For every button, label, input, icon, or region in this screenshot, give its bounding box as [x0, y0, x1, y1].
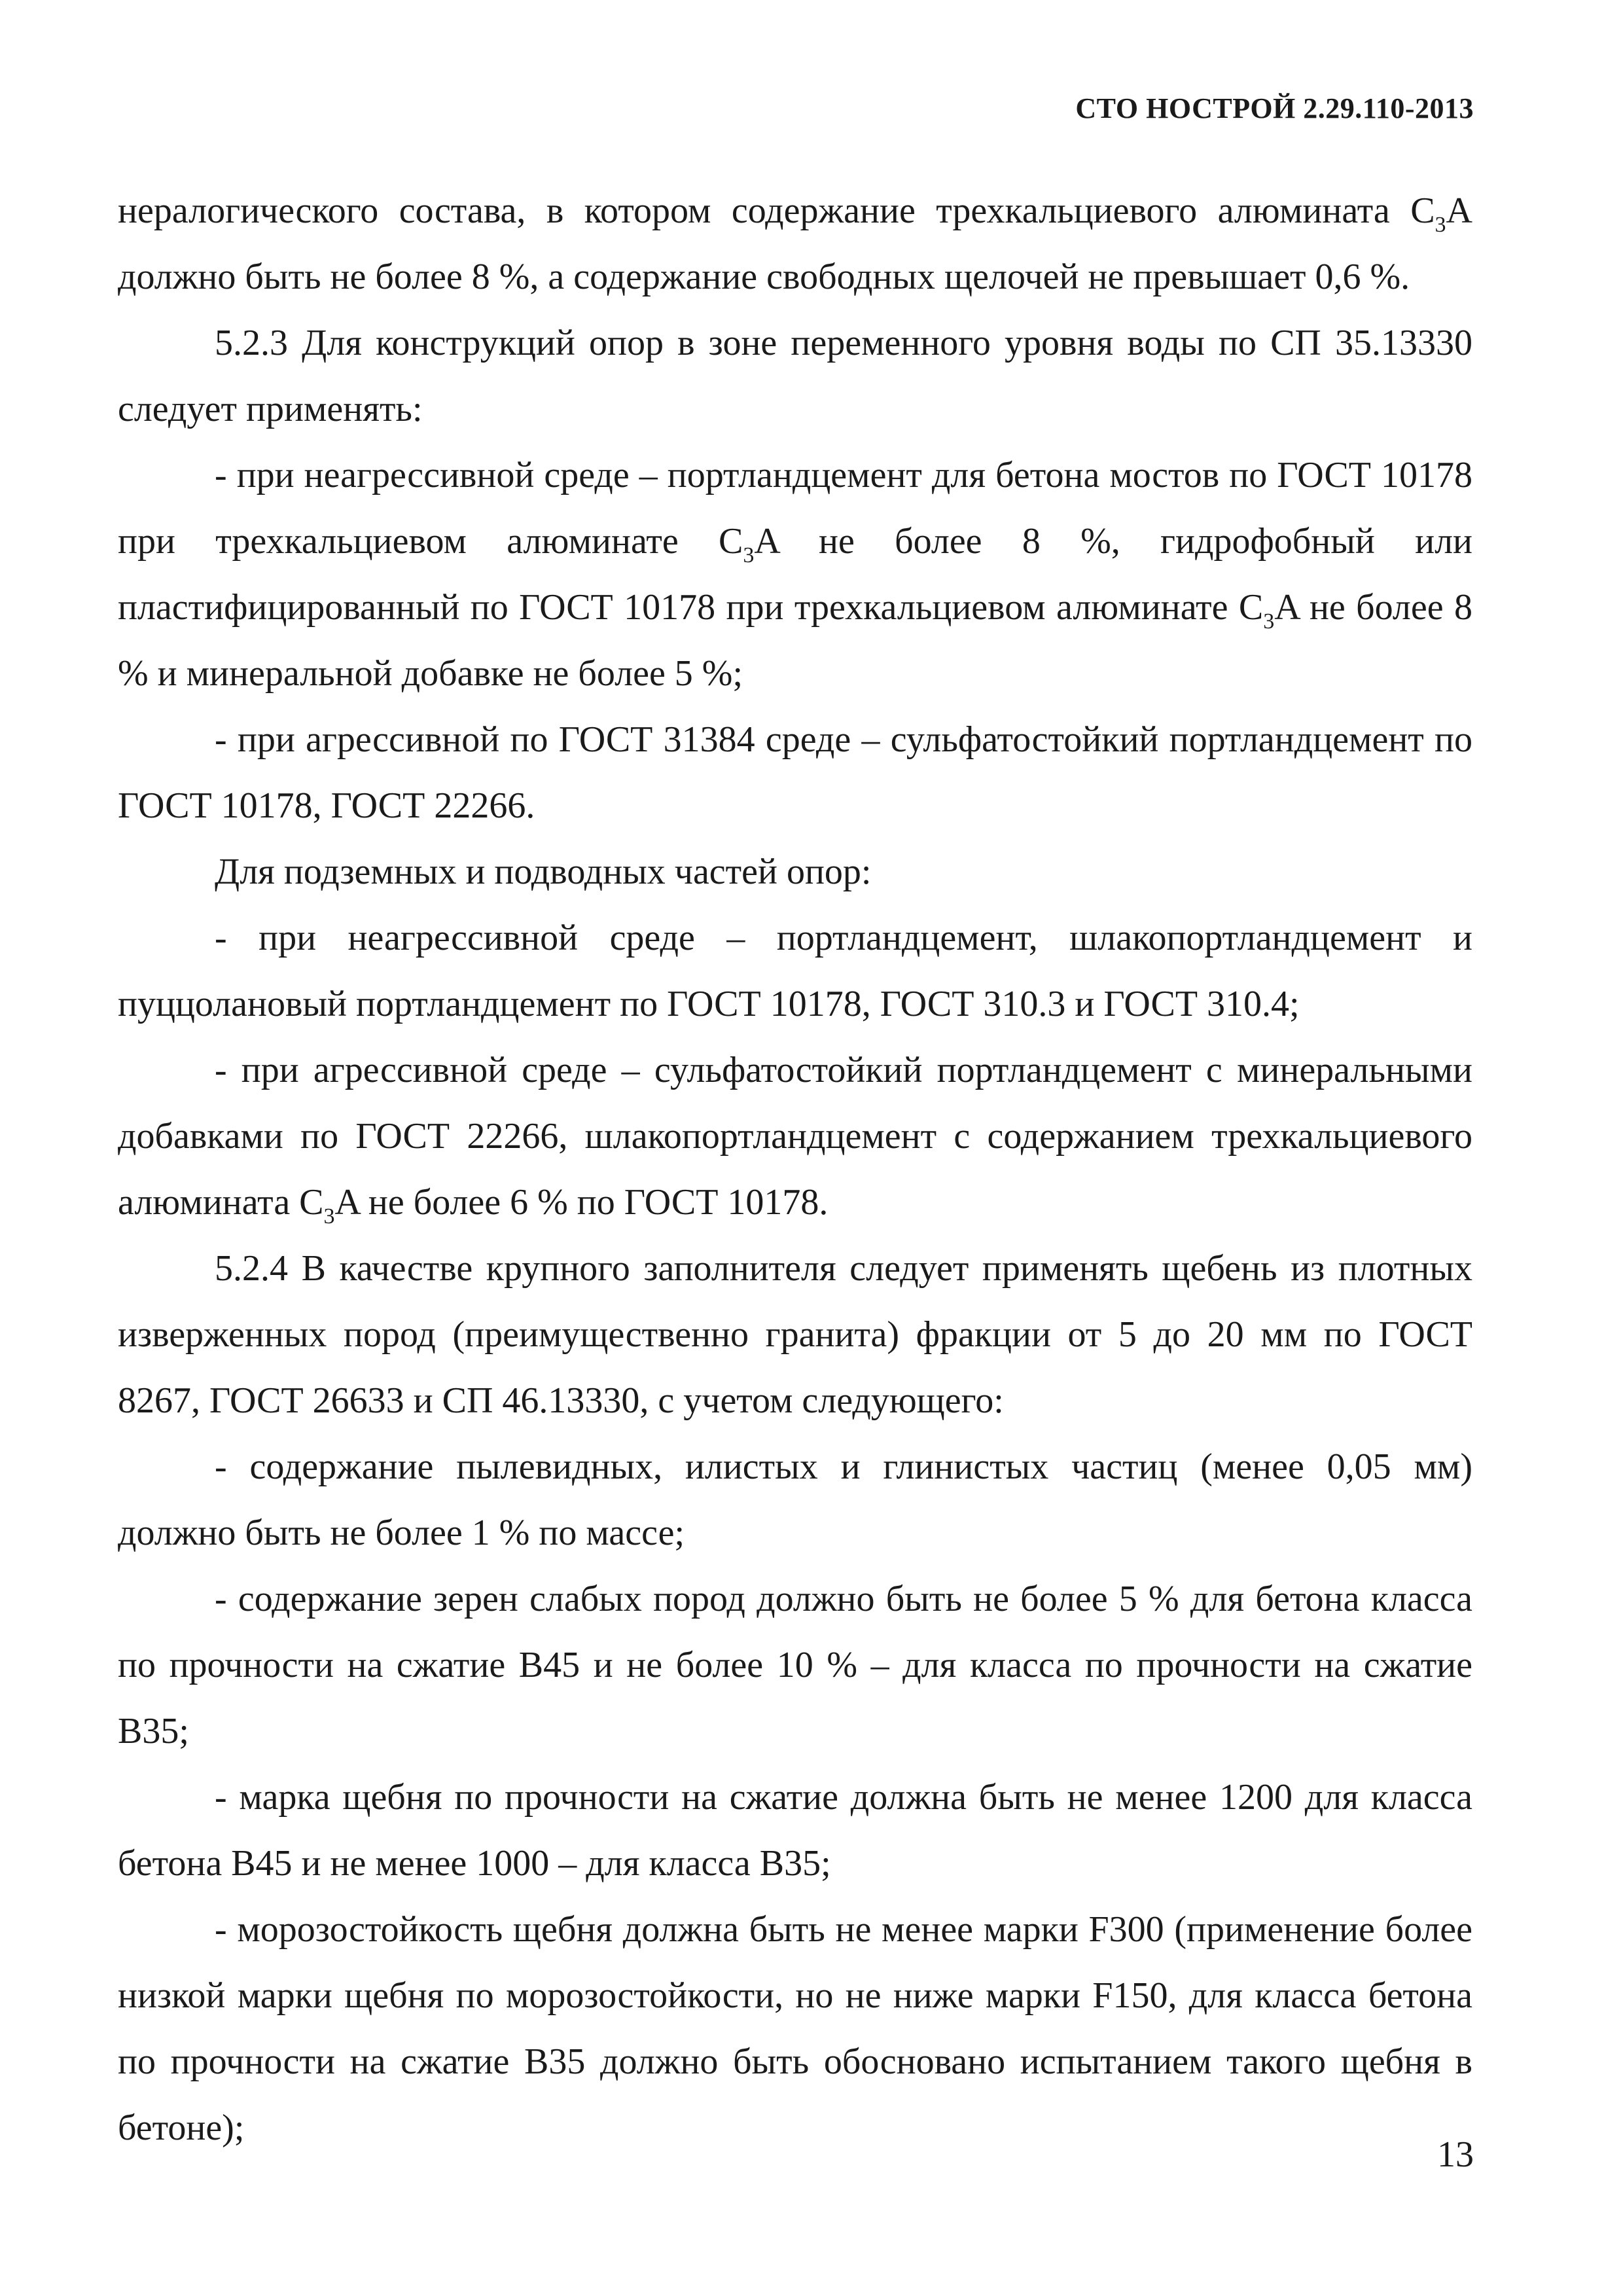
subscript: 3 [1435, 213, 1446, 237]
list-item-aggressive: - при агрессивной по ГОСТ 31384 среде – сульфатостойкий портландцемент по ГОСТ 10178, ГОСТ 22266. [118, 719, 1472, 826]
document-code-header: СТО НОСТРОЙ 2.29.110-2013 [1075, 92, 1474, 124]
list-item-strength-grade: - марка щебня по прочности на сжатие должна быть не менее 1200 для класса бетона В45 и не менее 1000 – для класса В35; [118, 1777, 1472, 1884]
text-run: A не более 8 %, гидрофобный или пластифицированный по ГОСТ 10178 при трехкальциевом алюминате C [118, 521, 1472, 628]
list-item-underground-non-aggressive: - при неагрессивной среде – портландцемент, шлакопортландцемент и пуццолановый портландцемент по ГОСТ 10178, ГОСТ 310.3 и ГОСТ 310.4; [118, 918, 1472, 1024]
text-run: A не более 8 % и минеральной добавке не более 5 %; [118, 587, 1472, 694]
text-run: - при неагрессивной среде – портландцемент для бетона мостов по ГОСТ 10178 при трехкальциевом алюминате C [118, 455, 1472, 562]
subscript: 3 [323, 1204, 335, 1229]
paragraph-cement-composition [118, 178, 1472, 310]
text-run: A должно быть не более 8 %, а содержание свободных щелочей не превышает 0,6 %. [118, 190, 1472, 297]
list-item-underground-aggressive [118, 1037, 1472, 1236]
page-number: 13 [1437, 2134, 1474, 2175]
paragraph-underground-parts: Для подземных и подводных частей опор: [215, 852, 872, 892]
clause-5-2-4: 5.2.4 В качестве крупного заполнителя следует применять щебень из плотных изверженных пород (преимущественно гранита) фракции от 5 до 20 мм по ГОСТ 8267, ГОСТ 26633 и СП 46.13330, с учетом следующего: [118, 1248, 1472, 1421]
text-run: A не более 6 % по ГОСТ 10178. [334, 1182, 829, 1223]
subscript: 3 [743, 543, 755, 567]
clause-5-2-3: 5.2.3 Для конструкций опор в зоне переменного уровня воды по СП 35.13330 следует применять: [118, 323, 1472, 429]
text-run: - при агрессивной среде – сульфатостойкий портландцемент с минеральными добавками по ГОСТ 22266, шлакопортландцемент с содержанием трехкальциевого алюмината C [118, 1050, 1472, 1223]
subscript: 3 [1263, 609, 1275, 634]
list-item-dust-content: - содержание пылевидных, илистых и глинистых частиц (менее 0,05 мм) должно быть не более 1 % по массе; [118, 1446, 1472, 1553]
list-item-frost-resistance: - морозостойкость щебня должна быть не менее марки F300 (применение более низкой марки щебня по морозостойкости, но не ниже марки F150, для класса бетона по прочности на сжатие В35 должно быть обосновано испытанием такого щебня в бетоне); [118, 1909, 1472, 2148]
list-item-non-aggressive [118, 442, 1472, 707]
list-item-weak-grains: - содержание зерен слабых пород должно быть не более 5 % для бетона класса по прочности на сжатие В45 и не более 10 % – для класса по прочности на сжатие В35; [118, 1579, 1472, 1751]
text-run: нералогического состава, в котором содержание трехкальциевого алюмината C [118, 190, 1435, 231]
page-body [118, 178, 1472, 2161]
